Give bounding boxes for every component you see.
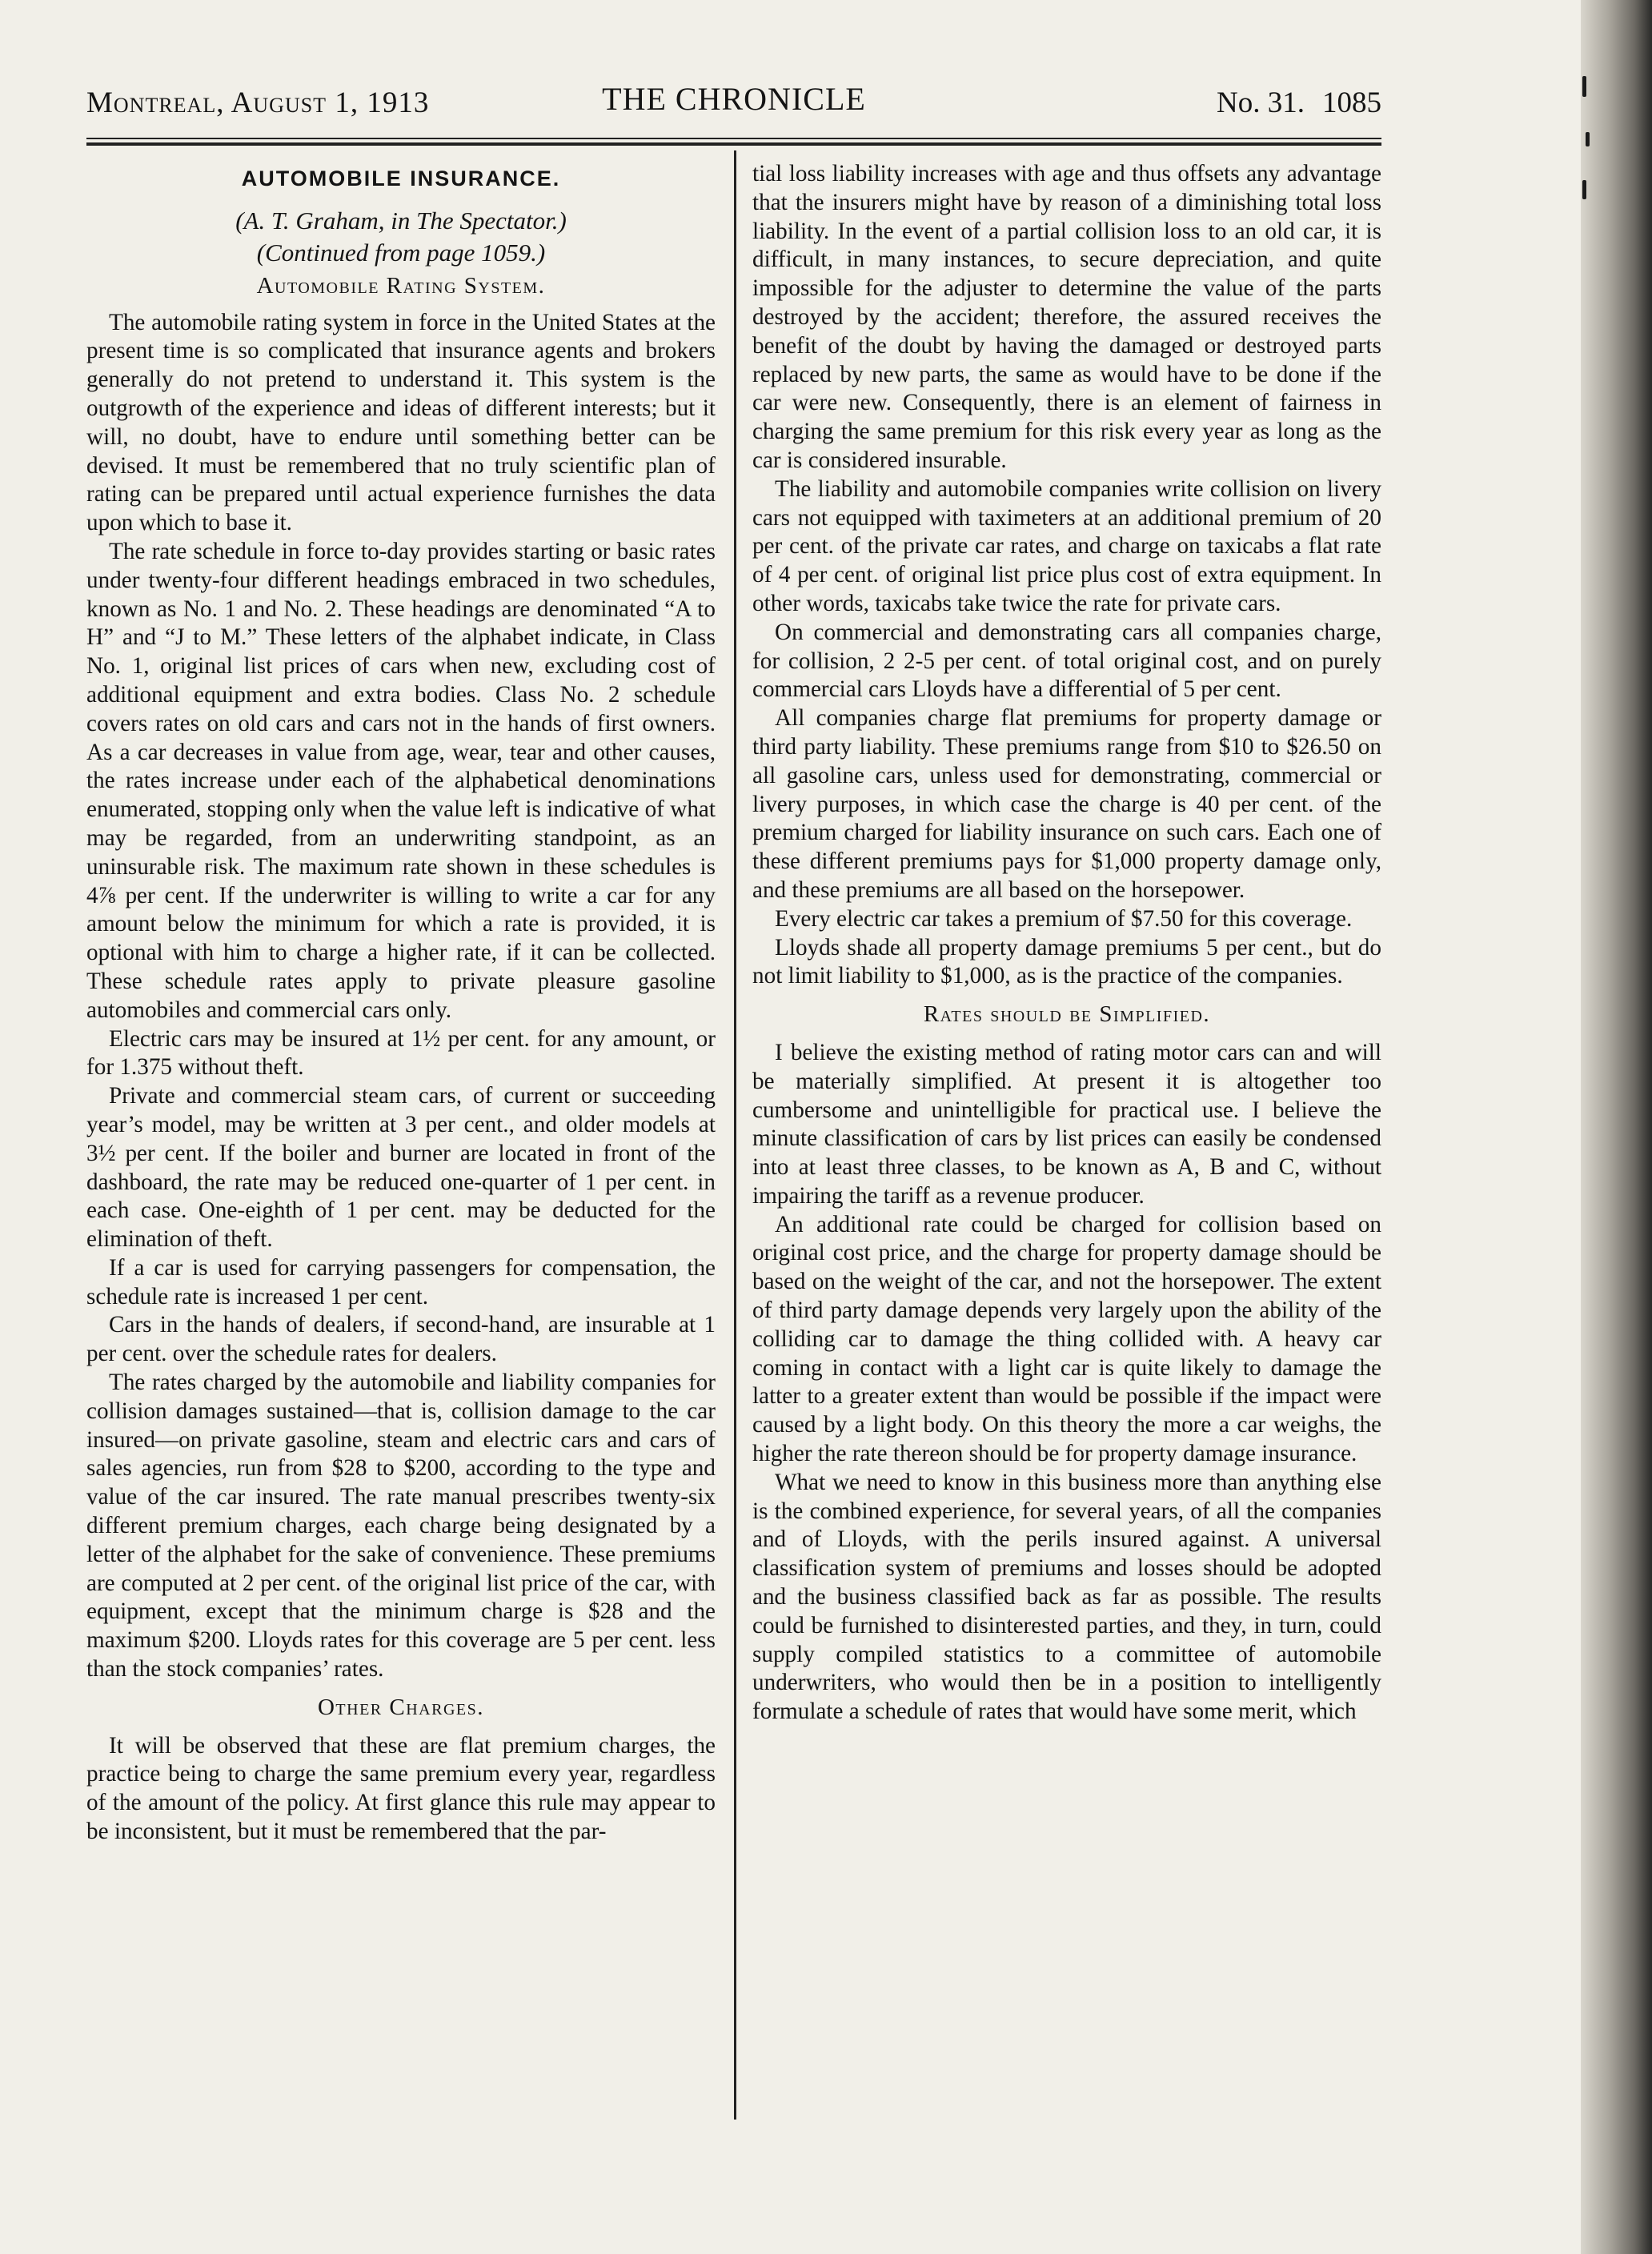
column-divider: [734, 150, 736, 2120]
left-column: [86, 160, 716, 1847]
paragraph: All companies charge flat premiums for property damage or third party liability. These premiums range from $10 to $26.50 on all gasoline cars, unless used for demonstrating, commercial or livery purposes, in which case the charge is 40 per cent. of the premium charged for liability insurance on such cars. Each one of these different premiums pays for $1,000 property damage only, and these premiums are all based on the horsepower.: [752, 705, 1381, 903]
right-column: [752, 160, 1381, 1727]
running-header: [86, 76, 1381, 124]
paragraph: Lloyds shade all property damage premiums 5 per cent., but do not limit liability to $1,000, as is the practice of the companies.: [752, 934, 1381, 989]
article-title: AUTOMOBILE INSURANCE.: [241, 166, 561, 191]
header-rule-thick: [86, 142, 1381, 146]
header-place-date: Montreal, August 1, 1913: [86, 86, 430, 119]
article-byline: (A. T. Graham, in The Spectator.): [235, 206, 567, 235]
edge-mark: [1582, 180, 1586, 199]
header-journal-name: THE CHRONICLE: [602, 81, 866, 117]
paragraph: On commercial and demonstrating cars all companies charge, for collision, 2 2-5 per cent. of total original cost, and on purely commercial cars Lloyds have a differential of 5 per cent.: [752, 619, 1381, 703]
paragraph: An additional rate could be charged for collision based on original cost price, and the charge for property damage should be based on the weight of the car, and not the horsepower. The extent of third party damage depends very largely upon the ability of the colliding car to damage the thing collided with. A heavy car coming in contact with a light car is quite likely to damage the latter to a greater extent than would be possible if the impact were caused by a light body. On this theory the more a car weighs, the higher the rate thereon should be for property damage insurance.: [752, 1211, 1381, 1467]
paragraph: The automobile rating system in force in the United States at the present time is so complicated that insurance agents and brokers generally do not pretend to understand it. This system is the outgrowth of the experience and ideas of different interests; but it will, no doubt, have to endure until something better can be devised. It must be remembered that no truly scientific plan of rating can be prepared until actual experience furnishes the data upon which to base it.: [86, 309, 716, 536]
section-heading-rates-simplified: Rates should be Simplified.: [923, 1001, 1211, 1028]
paragraph: Cars in the hands of dealers, if second-hand, are insurable at 1 per cent. over the schedule rates for dealers.: [86, 1312, 716, 1367]
header-issue-number: No. 31.: [1217, 86, 1305, 119]
paragraph: The liability and automobile companies write collision on livery cars not equipped with taximeters at an additional premium of 20 per cent. of the private car rates, and charge on taxicabs a flat rate of 4 per cent. of original list price plus cost of extra equipment. In other words, taxicabs take twice the rate for private cars.: [752, 475, 1381, 616]
edge-mark: [1586, 132, 1590, 146]
paragraph: I believe the existing method of rating motor cars can and will be materially simplified. At present it is altogether too cumbersome and unintelligible for practical use. I believe the minute classification of cars by list prices can easily be condensed into at least three classes, to be known as A, B and C, without impairing the tariff as a revenue producer.: [752, 1039, 1381, 1209]
paragraph: Every electric car takes a premium of $7.50 for this coverage.: [775, 905, 1353, 932]
header-page-number: 1085: [1322, 86, 1381, 119]
edge-mark: [1582, 76, 1586, 97]
paragraph: Electric cars may be insured at 1½ per cent. for any amount, or for 1.375 without theft.: [86, 1025, 716, 1081]
page-edge-shadow: [1581, 0, 1652, 2254]
paragraph: Private and commercial steam cars, of current or succeeding year’s model, may be written at 3 per cent., and older models at 3½ per cent. If the boiler and burner are located in front of the dashboard, the rate may be reduced one-quarter of 1 per cent. in each case. One-eighth of 1 per cent. may be deducted for the elimination of theft.: [86, 1083, 716, 1253]
paragraph: If a car is used for carrying passengers for compensation, the schedule rate is increased 1 per cent.: [86, 1254, 716, 1309]
paragraph: The rates charged by the automobile and liability companies for collision damages sustained—that is, collision damage to the car insured—on private gasoline, steam and electric cars and cars of sales agencies, run from $28 to $200, according to the type and value of the car insured. The rate manual prescribes twenty-six different premium charges, each charge being designated by a letter of the alphabet for the sake of convenience. These premiums are computed at 2 per cent. of the original list price of the car, with equipment, except that the minimum charge is $28 and the maximum $200. Lloyds rates for this coverage are 5 per cent. less than the stock companies’ rates.: [86, 1370, 716, 1682]
paragraph-continued: tial loss liability increases with age and thus offsets any advantage that the insurers might have by reason of a diminishing total loss liability. In the event of a partial collision loss to an old car, it is difficult, in many instances, to secure depreciation, and quite impossible for the adjuster to determine the value of the parts destroyed by the accident; therefore, the assured receives the benefit of the doubt by having the damaged or destroyed parts replaced by new parts, the same as would have to be done if the car were new. Consequently, there is an element of fairness in charging the same premium for this risk every year as long as the car is considered insurable.: [752, 161, 1381, 473]
section-heading-other-charges: Other Charges.: [317, 1694, 484, 1720]
paragraph: It will be observed that these are flat premium charges, the practice being to charge the same premium every year, regardless of the amount of the policy. At first glance this rule may appear to be inconsistent, but it must be remembered that the par-: [86, 1732, 716, 1845]
article-continued-note: (Continued from page 1059.): [256, 238, 546, 267]
paragraph: What we need to know in this business more than anything else is the combined experience, for several years, of all the companies and of Lloyds, with the perils insured against. A universal classification system of premiums and losses should be adopted and the business classified back as far as possible. The results could be furnished to disinterested parties, and they, in turn, could supply compiled statistics to a committee of automobile underwriters, who would then be in a position to intelligently formulate a schedule of rates that would have some merit, which: [752, 1469, 1381, 1725]
header-issue-page: [1199, 86, 1381, 120]
paragraph: The rate schedule in force to-day provides starting or basic rates under twenty-four different headings embraced in two schedules, known as No. 1 and No. 2. These headings are denominated “A to H” and “J to M.” These letters of the alphabet indicate, in Class No. 1, original list prices of cars when new, excluding cost of additional equipment and extra bodies. Class No. 2 schedule covers rates on old cars and cars not in the hands of first owners. As a car decreases in value from age, wear, tear and other causes, the rates increase under each of the alphabetical denominations enumerated, stopping only when the value left is indicative of what may be regarded, from an underwriting standpoint, as an uninsurable risk. The maximum rate shown in these schedules is 4⅞ per cent. If the underwriter is willing to write a car for any amount below the minimum for which a rate is provided, it is optional with him to charge a higher rate, if it can be collected. These schedule rates apply to private pleasure gasoline automobiles and commercial cars only.: [86, 538, 716, 1023]
header-rule-thin: [86, 138, 1381, 139]
section-heading-rating-system: Automobile Rating System.: [256, 272, 546, 299]
